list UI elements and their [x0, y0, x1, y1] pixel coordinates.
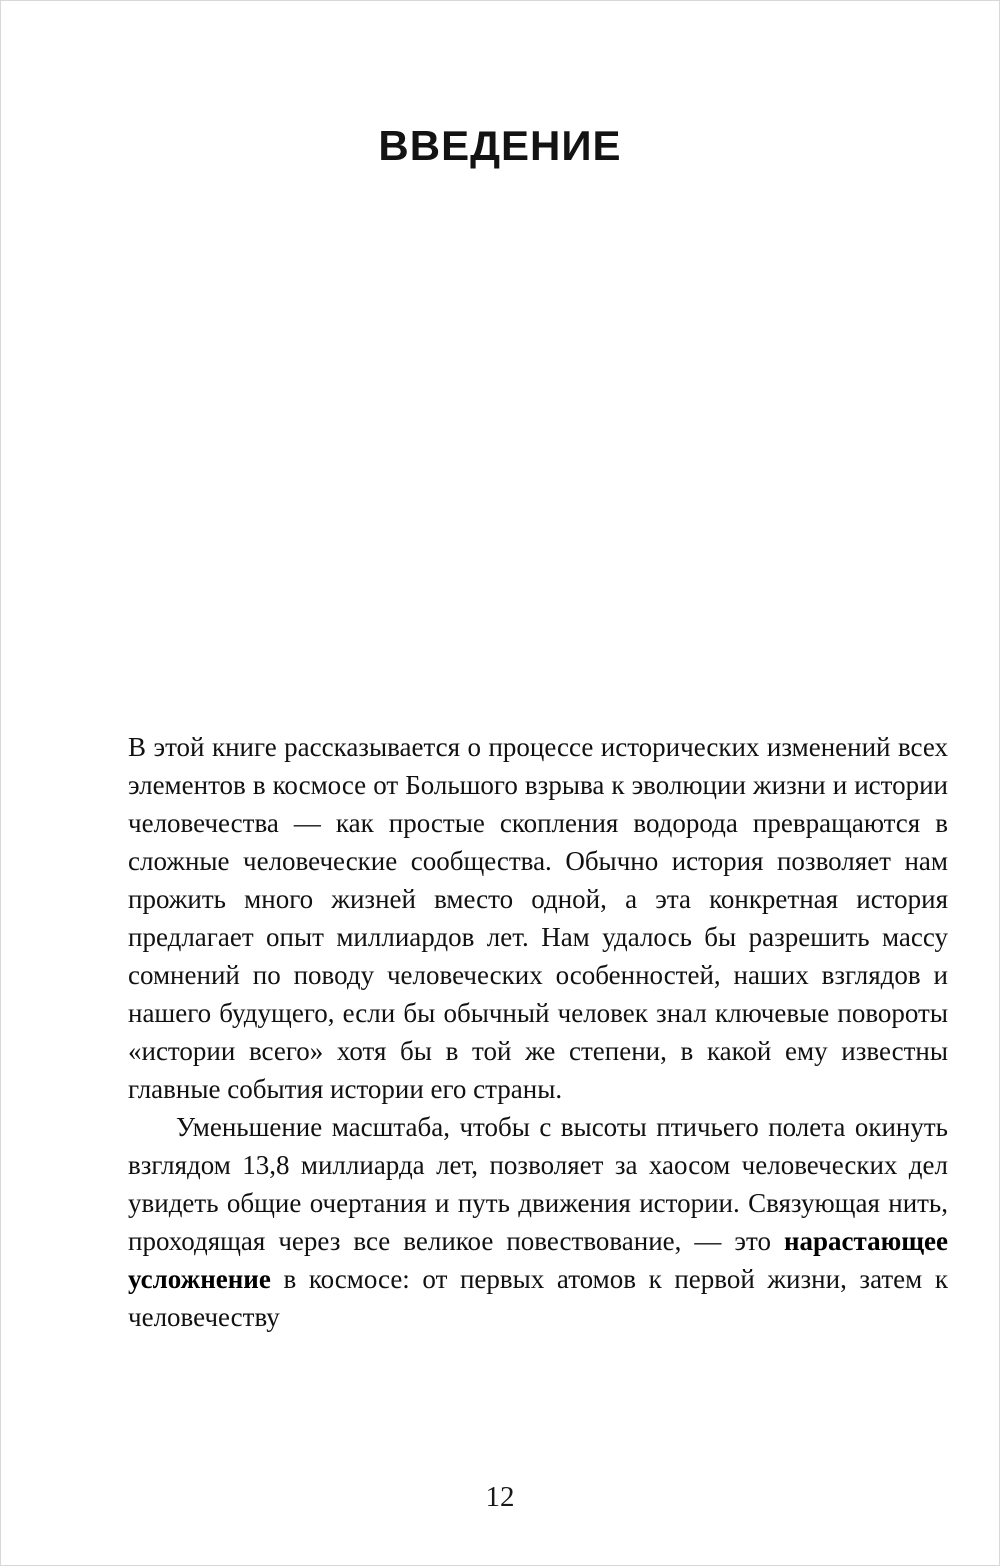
paragraph-2-bold-phrase: нарастающее усложнение	[128, 1226, 948, 1294]
paragraph-2	[128, 1108, 948, 1336]
paragraph-2-text-after: в космосе: от первых атомов к первой жизни, затем к человечеству	[128, 1264, 948, 1332]
chapter-title: ВВЕДЕНИЕ	[378, 122, 622, 169]
body-text	[128, 728, 948, 1336]
paragraph-1: В этой книге рассказывается о процессе исторических изменений всех элементов в космосе от Большого взрыва к эволюции жизни и истории человечества — как простые скопления водорода превращаются в сложные человеческие сообщества. Обычно история позволяет нам прожить много жизней вместо одной, а эта конкретная история предлагает опыт миллиардов лет. Нам удалось бы разрешить массу сомнений по поводу человеческих особенностей, наших взглядов и нашего будущего, если бы обычный человек знал ключевые повороты «истории всего» хотя бы в той же степени, в какой ему известны главные события истории его страны.	[128, 732, 948, 1104]
page-number: 12	[485, 1481, 515, 1513]
paragraph-2-text-before: Уменьшение масштаба, чтобы с высоты птичьего полета окинуть взглядом 13,8 миллиарда лет, позволяет за хаосом человеческих дел увидеть общие очертания и путь движения истории. Связующая нить, проходящая через все великое повествование, — это	[128, 1112, 948, 1256]
